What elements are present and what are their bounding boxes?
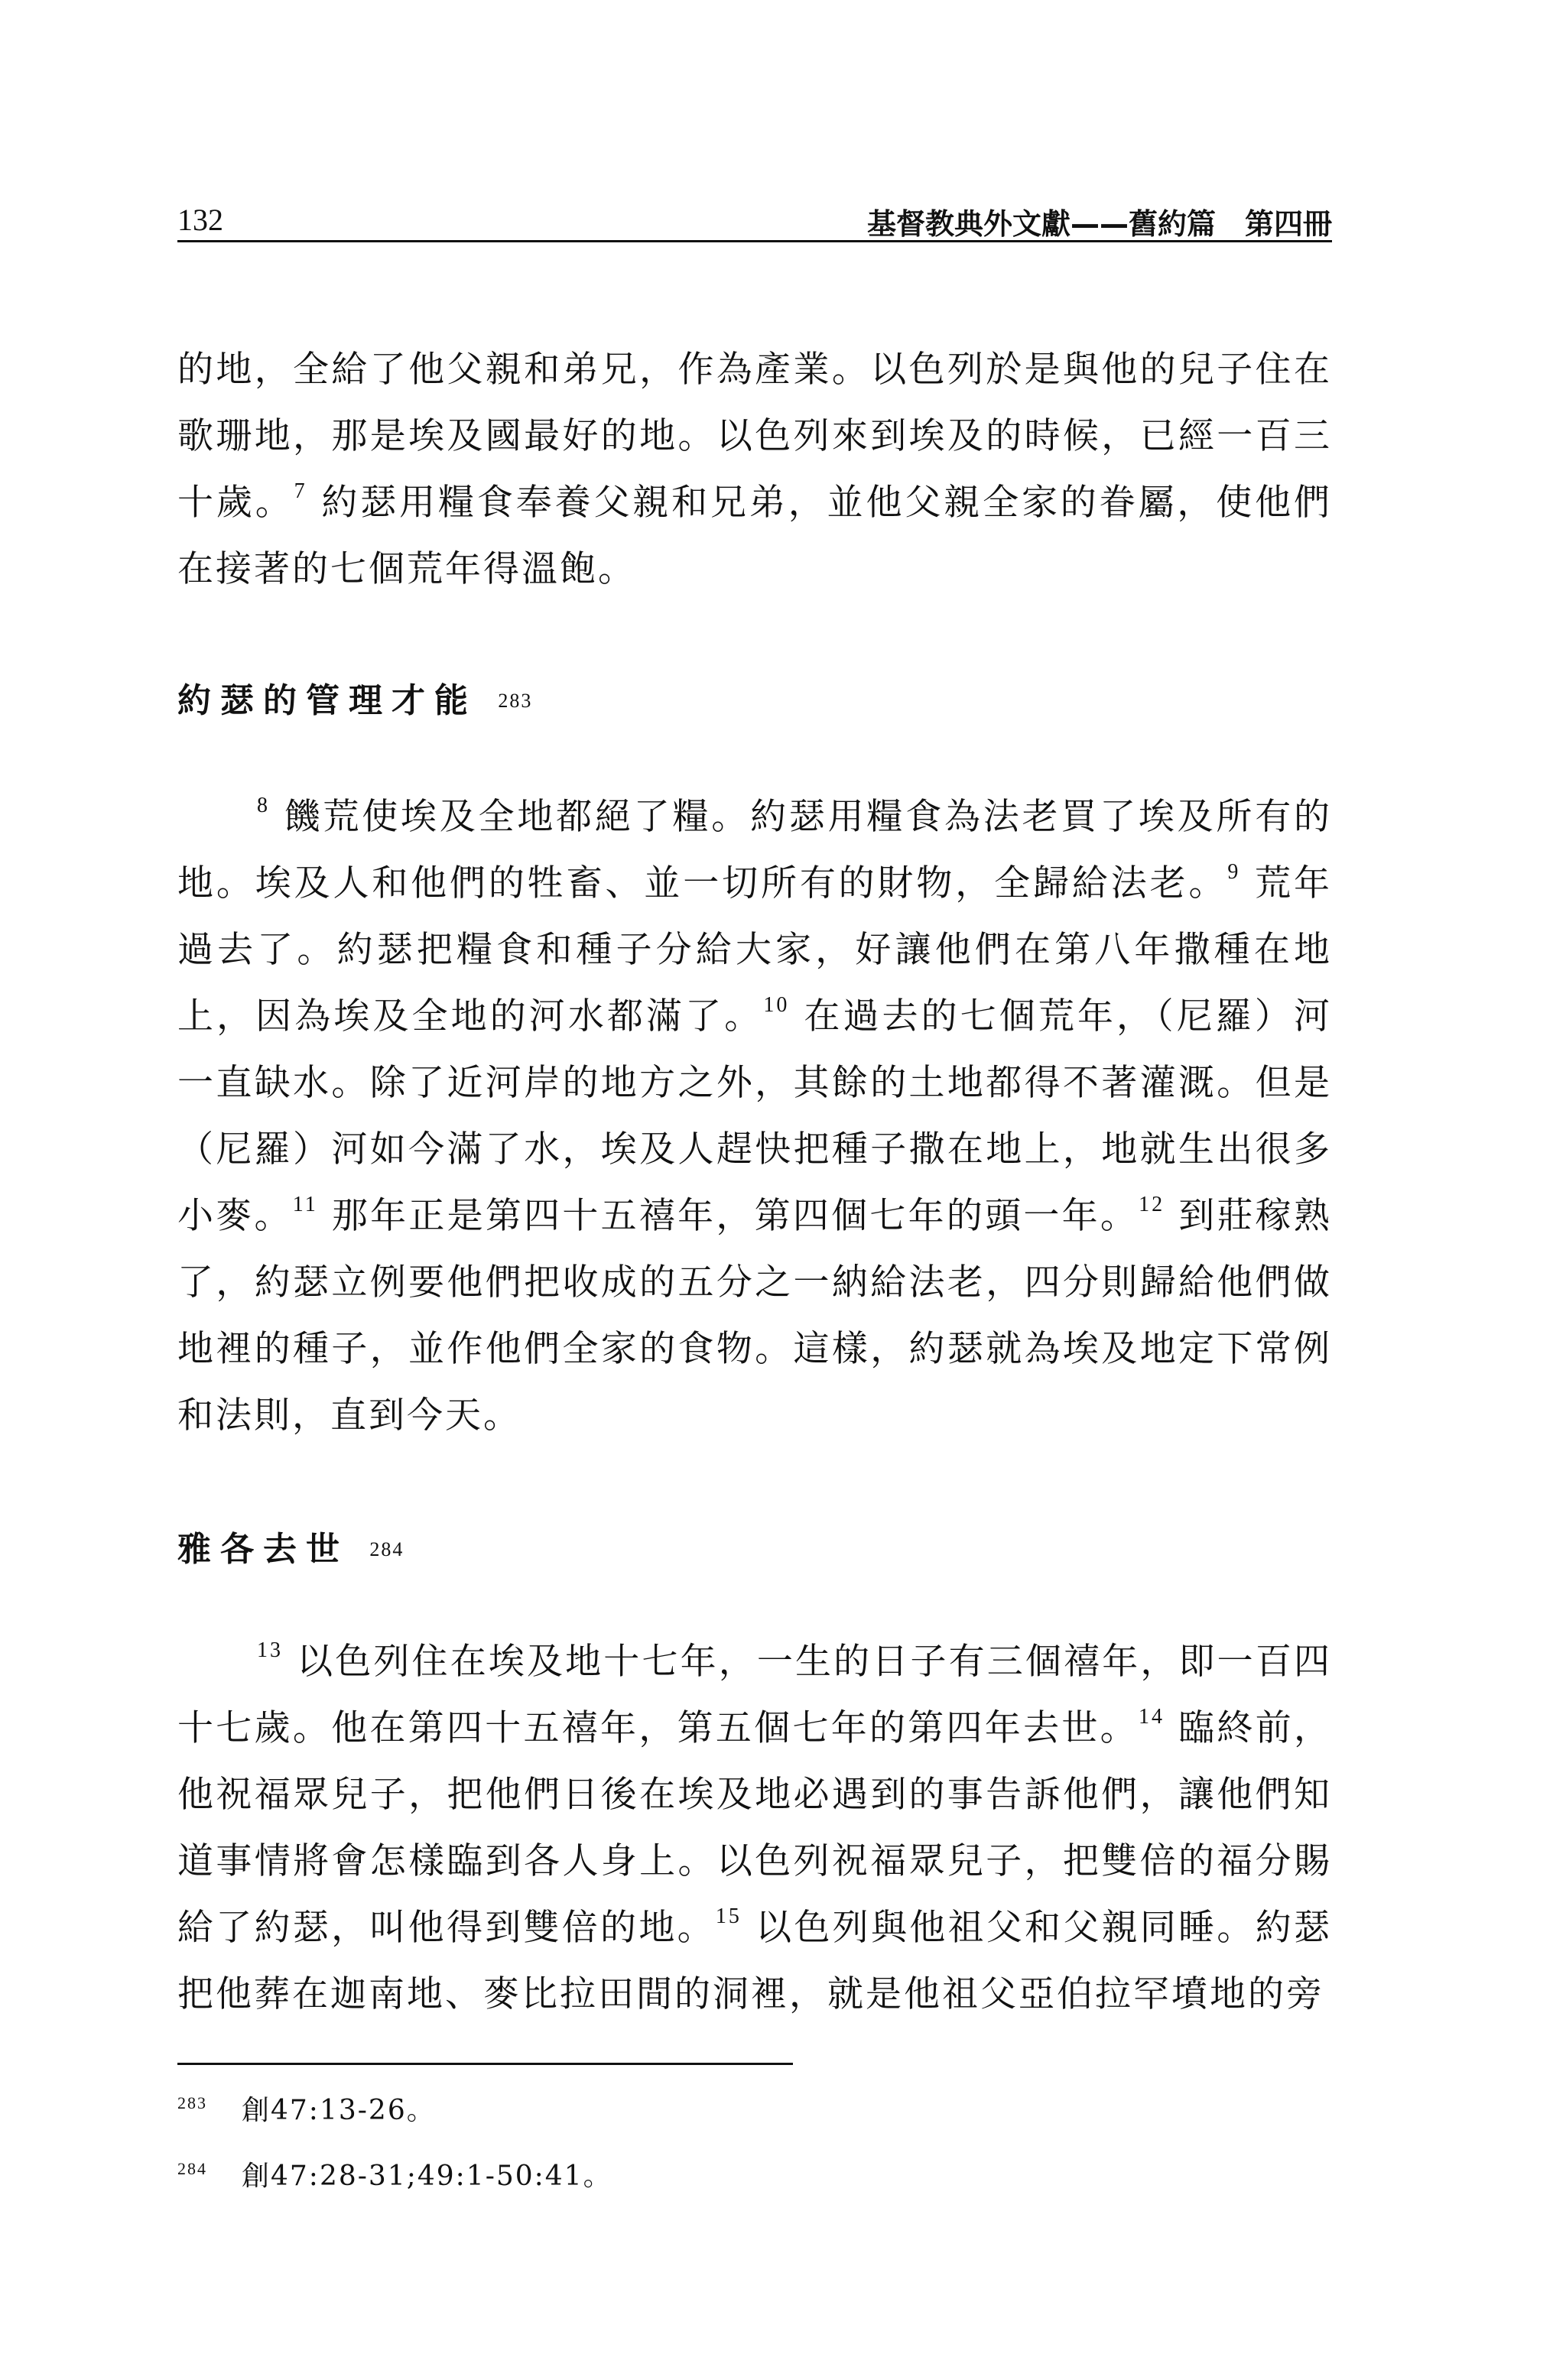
section-heading: [177, 1521, 404, 1570]
section-paragraph: [177, 784, 1332, 1449]
verse-number: 7: [294, 479, 307, 503]
verse-text: 那年正是第四十五禧年，第四個七年的頭一年。: [317, 1195, 1139, 1237]
footnote-text: 創47:13-26。: [242, 2095, 436, 2126]
verse-text: 以色列與他祖父和父親同睡。約瑟把他葬在迦南地、麥比拉田間的洞裡，就是他祖父亞伯拉罕墳地的旁: [177, 1907, 1332, 2015]
intro-paragraph: [177, 336, 1332, 602]
verse-number: 8: [257, 794, 270, 817]
header-rule: [177, 240, 1332, 242]
footnote-rule: [177, 2063, 793, 2065]
verse-number: 11: [292, 1193, 318, 1216]
verse-number: 9: [1227, 860, 1241, 884]
verse-text: 以色列住在埃及地十七年，一生的日子有三個禧年，即一百四十七歲。他在第四十五禧年，第五個七年的第四年去世。: [177, 1641, 1332, 1749]
page-number: 132: [177, 203, 223, 237]
footnote-mark: 284: [177, 2159, 207, 2178]
footnote-reference: 283: [498, 690, 533, 712]
section-heading-text: 雅各去世: [177, 1530, 349, 1569]
page-header: [177, 197, 1332, 241]
verse-text: 臨終前，他祝福眾兒子，把他們日後在埃及地必遇到的事告訴他們，讓他們知道事情將會怎樣臨到各人身上。以色列祝福眾兒子，把雙倍的福分賜給了約瑟，叫他得到雙倍的地。: [177, 1707, 1332, 1949]
verse-text: 荒年過去了。約瑟把糧食和種子分給大家，好讓他們在第八年撒種在地上，因為埃及全地的河水都滿了。: [177, 862, 1332, 1037]
section-heading: [177, 673, 532, 722]
section-heading-text: 約瑟的管理才能: [177, 681, 477, 720]
section-paragraph: [177, 1628, 1332, 2028]
verse-text: 饑荒使埃及全地都絕了糧。約瑟用糧食為法老買了埃及所有的地。埃及人和他們的牲畜、並一切所有的財物，全歸給法老。: [177, 796, 1332, 904]
verse-number: 14: [1138, 1705, 1165, 1729]
verse-number: 13: [257, 1638, 283, 1662]
running-title: 基督教典外文獻——舊約篇 第四冊: [866, 207, 1332, 241]
verse-text: 在過去的七個荒年，（尼羅）河一直缺水。除了近河岸的地方之外，其餘的土地都得不著灌溉。但是（尼羅）河如今滿了水，埃及人趕快把種子撒在地上，地就生出很多小麥。: [177, 995, 1332, 1237]
verse-number: 10: [763, 993, 790, 1017]
footnote-reference: 284: [369, 1538, 404, 1560]
verse-number: 12: [1139, 1193, 1165, 1216]
verse-text: 到莊稼熟了，約瑟立例要他們把收成的五分之一納給法老，四分則歸給他們做地裡的種子，並作他們全家的食物。這樣，約瑟就為埃及地定下常例和法則，直到今天。: [177, 1195, 1332, 1437]
footnote-mark: 283: [177, 2093, 207, 2112]
footnote: [177, 2154, 612, 2193]
footnote-text: 創47:28-31;49:1-50:41。: [242, 2161, 612, 2192]
verse-number: 15: [715, 1904, 742, 1928]
intro-text-b: 約瑟用糧食奉養父親和兄弟，並他父親全家的眷屬，使他們在接著的七個荒年得溫飽。: [177, 482, 1332, 590]
intro-text-a: 的地，全給了他父親和弟兄，作為產業。以色列於是與他的兒子住在歌珊地，那是埃及國最好的地。以色列來到埃及的時候，已經一百三十歲。: [177, 349, 1332, 524]
footnote: [177, 2089, 436, 2128]
